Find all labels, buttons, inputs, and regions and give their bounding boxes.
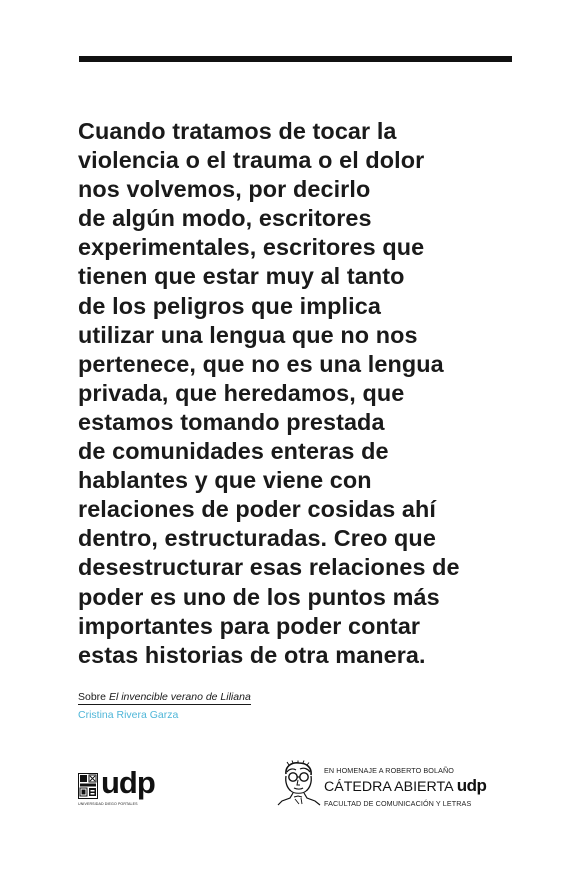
quote-line: tienen que estar muy al tanto — [78, 263, 405, 290]
quote-line: de los peligros que implica — [78, 292, 381, 319]
udp-subtitle: UNIVERSIDAD DIEGO PORTALES — [78, 802, 138, 806]
quote-line: de algún modo, escritores — [78, 205, 372, 232]
quote-line: violencia o el trauma o el dolor — [78, 147, 425, 174]
udp-crest-icon — [78, 773, 98, 799]
catedra-faculty-text: FACULTAD DE COMUNICACIÓN Y LETRAS — [324, 799, 472, 808]
source-prefix: Sobre — [78, 691, 109, 703]
quote-line: privada, que heredamos, que — [78, 379, 405, 406]
quote-line: Cuando tratamos de tocar la — [78, 118, 397, 144]
quote-block — [78, 117, 548, 670]
quote-line: de comunidades enteras de — [78, 438, 389, 465]
quote-line: estamos tomando prestada — [78, 408, 385, 435]
quote-line: dentro, estructuradas. Creo que — [78, 525, 436, 552]
quote-line: desestructurar esas relaciones de — [78, 554, 460, 581]
quote-line: utilizar una lengua que no nos — [78, 321, 418, 348]
quote-line: nos volvemos, por decirlo — [78, 176, 371, 203]
quote-line: hablantes y que viene con — [78, 467, 372, 494]
catedra-homage-text: EN HOMENAJE A ROBERTO BOLAÑO — [324, 766, 454, 775]
catedra-title-text: CÁTEDRA ABIERTA — [324, 779, 453, 795]
quote-line: estas historias de otra manera. — [78, 641, 426, 668]
quote-line: pertenece, que no es una lengua — [78, 350, 444, 377]
source-citation — [78, 690, 251, 705]
author-name: Cristina Rivera Garza — [78, 709, 179, 721]
book-title: El invencible verano de Liliana — [108, 691, 251, 703]
quote-line: relaciones de poder cosidas ahí — [78, 496, 436, 523]
top-rule — [79, 56, 512, 62]
quote-line: poder es uno de los puntos más — [78, 583, 440, 610]
catedra-abierta-logo — [276, 760, 506, 816]
udp-wordmark: udp — [101, 765, 155, 800]
quote-line: experimentales, escritores que — [78, 234, 425, 261]
catedra-title — [324, 777, 486, 796]
quote-line: importantes para poder contar — [78, 612, 421, 639]
catedra-title-brand: udp — [456, 776, 487, 795]
bolano-portrait-icon — [276, 760, 322, 806]
udp-logo — [78, 765, 168, 811]
